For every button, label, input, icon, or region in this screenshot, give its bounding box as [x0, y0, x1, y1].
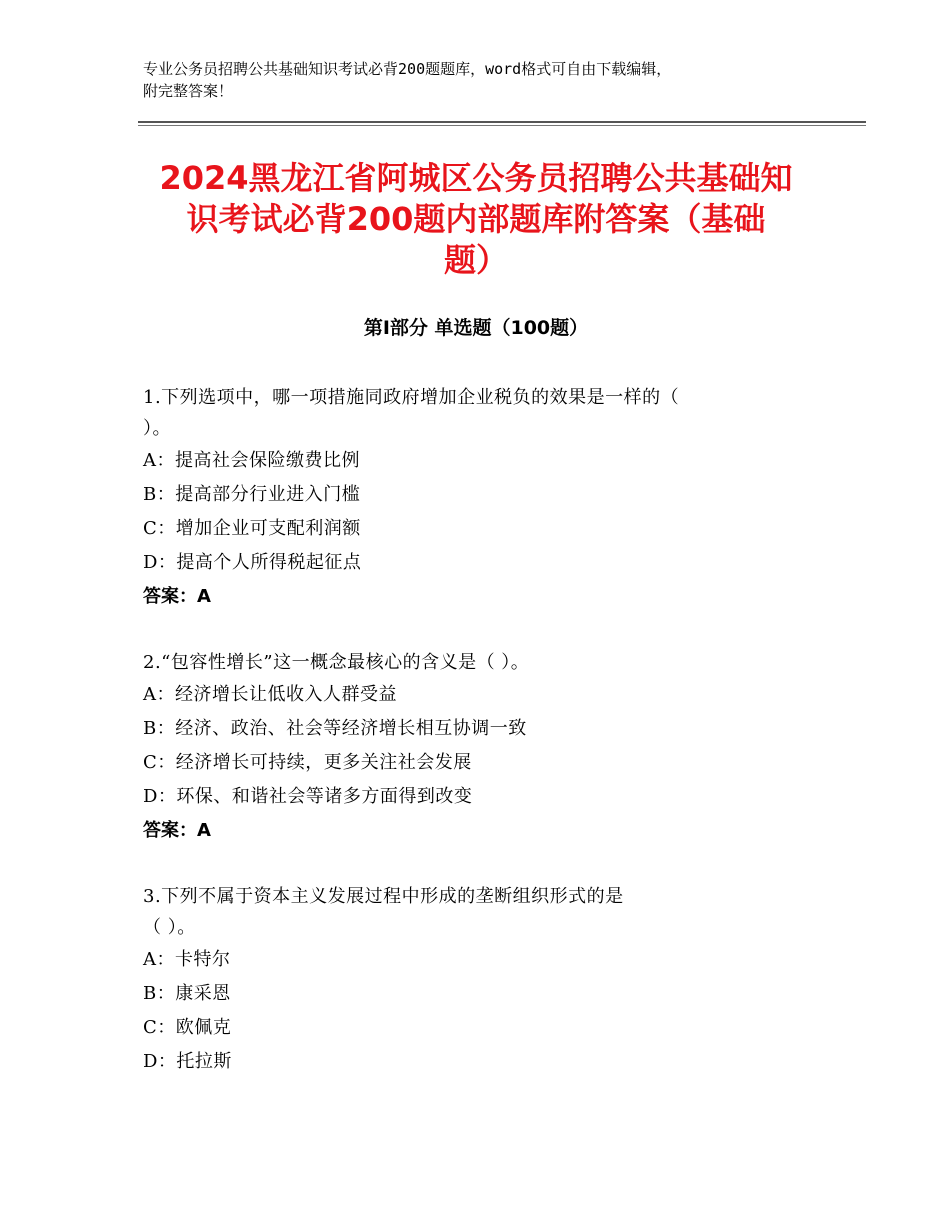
option-d: D：托拉斯 — [143, 1051, 232, 1072]
option-a: A：经济增长让低收入人群受益 — [143, 684, 397, 705]
document-title — [138, 158, 814, 281]
option-a: A：提高社会保险缴费比例 — [143, 450, 360, 471]
question-3 — [143, 881, 823, 1079]
header-note-line1: 专业公务员招聘公共基础知识考试必背200题题库，word格式可自由下载编辑， — [143, 60, 672, 78]
question-stem-line2: ）。 — [143, 418, 171, 439]
option-c: C：增加企业可支配利润额 — [143, 518, 361, 539]
header-note-line2: 附完整答案！ — [143, 82, 234, 100]
header-divider — [138, 121, 866, 126]
question-stem-line2: （ ）。 — [143, 917, 196, 938]
question-stem — [143, 647, 823, 678]
question-1 — [143, 382, 823, 614]
question-2 — [143, 647, 823, 848]
document-title-line1: 2024黑龙江省阿城区公务员招聘公共基础知 — [159, 159, 793, 197]
section-heading: 第Ⅰ部分 单选题（100题） — [363, 317, 589, 339]
option-d: D：提高个人所得税起征点 — [143, 552, 362, 573]
document-title-line2: 识考试必背200题内部题库附答案（基础 — [186, 200, 766, 238]
header-note — [143, 58, 823, 102]
option-c: C：欧佩克 — [143, 1017, 232, 1038]
question-stem-line1: 2.“包容性增长”这一概念最核心的含义是（ ）。 — [143, 652, 530, 673]
option-c: C：经济增长可持续，更多关注社会发展 — [143, 752, 472, 773]
option-d: D：环保、和谐社会等诸多方面得到改变 — [143, 786, 473, 807]
header-divider-thick — [138, 121, 866, 123]
question-stem-line1: 3.下列不属于资本主义发展过程中形成的垄断组织形式的是 — [143, 886, 624, 907]
question-stem-line1: 1.下列选项中，哪一项措施同政府增加企业税负的效果是一样的（ — [143, 387, 680, 408]
option-a: A：卡特尔 — [143, 949, 231, 970]
question-list — [143, 382, 823, 1112]
question-stem — [143, 382, 823, 444]
header-divider-thin — [138, 125, 866, 126]
question-stem — [143, 881, 823, 943]
option-b: B：提高部分行业进入门槛 — [143, 484, 361, 505]
option-b: B：经济、政治、社会等经济增长相互协调一致 — [143, 718, 527, 739]
answer: 答案：A — [143, 586, 211, 607]
option-b: B：康采恩 — [143, 983, 231, 1004]
document-title-line3: 题） — [443, 241, 508, 279]
answer: 答案：A — [143, 820, 211, 841]
